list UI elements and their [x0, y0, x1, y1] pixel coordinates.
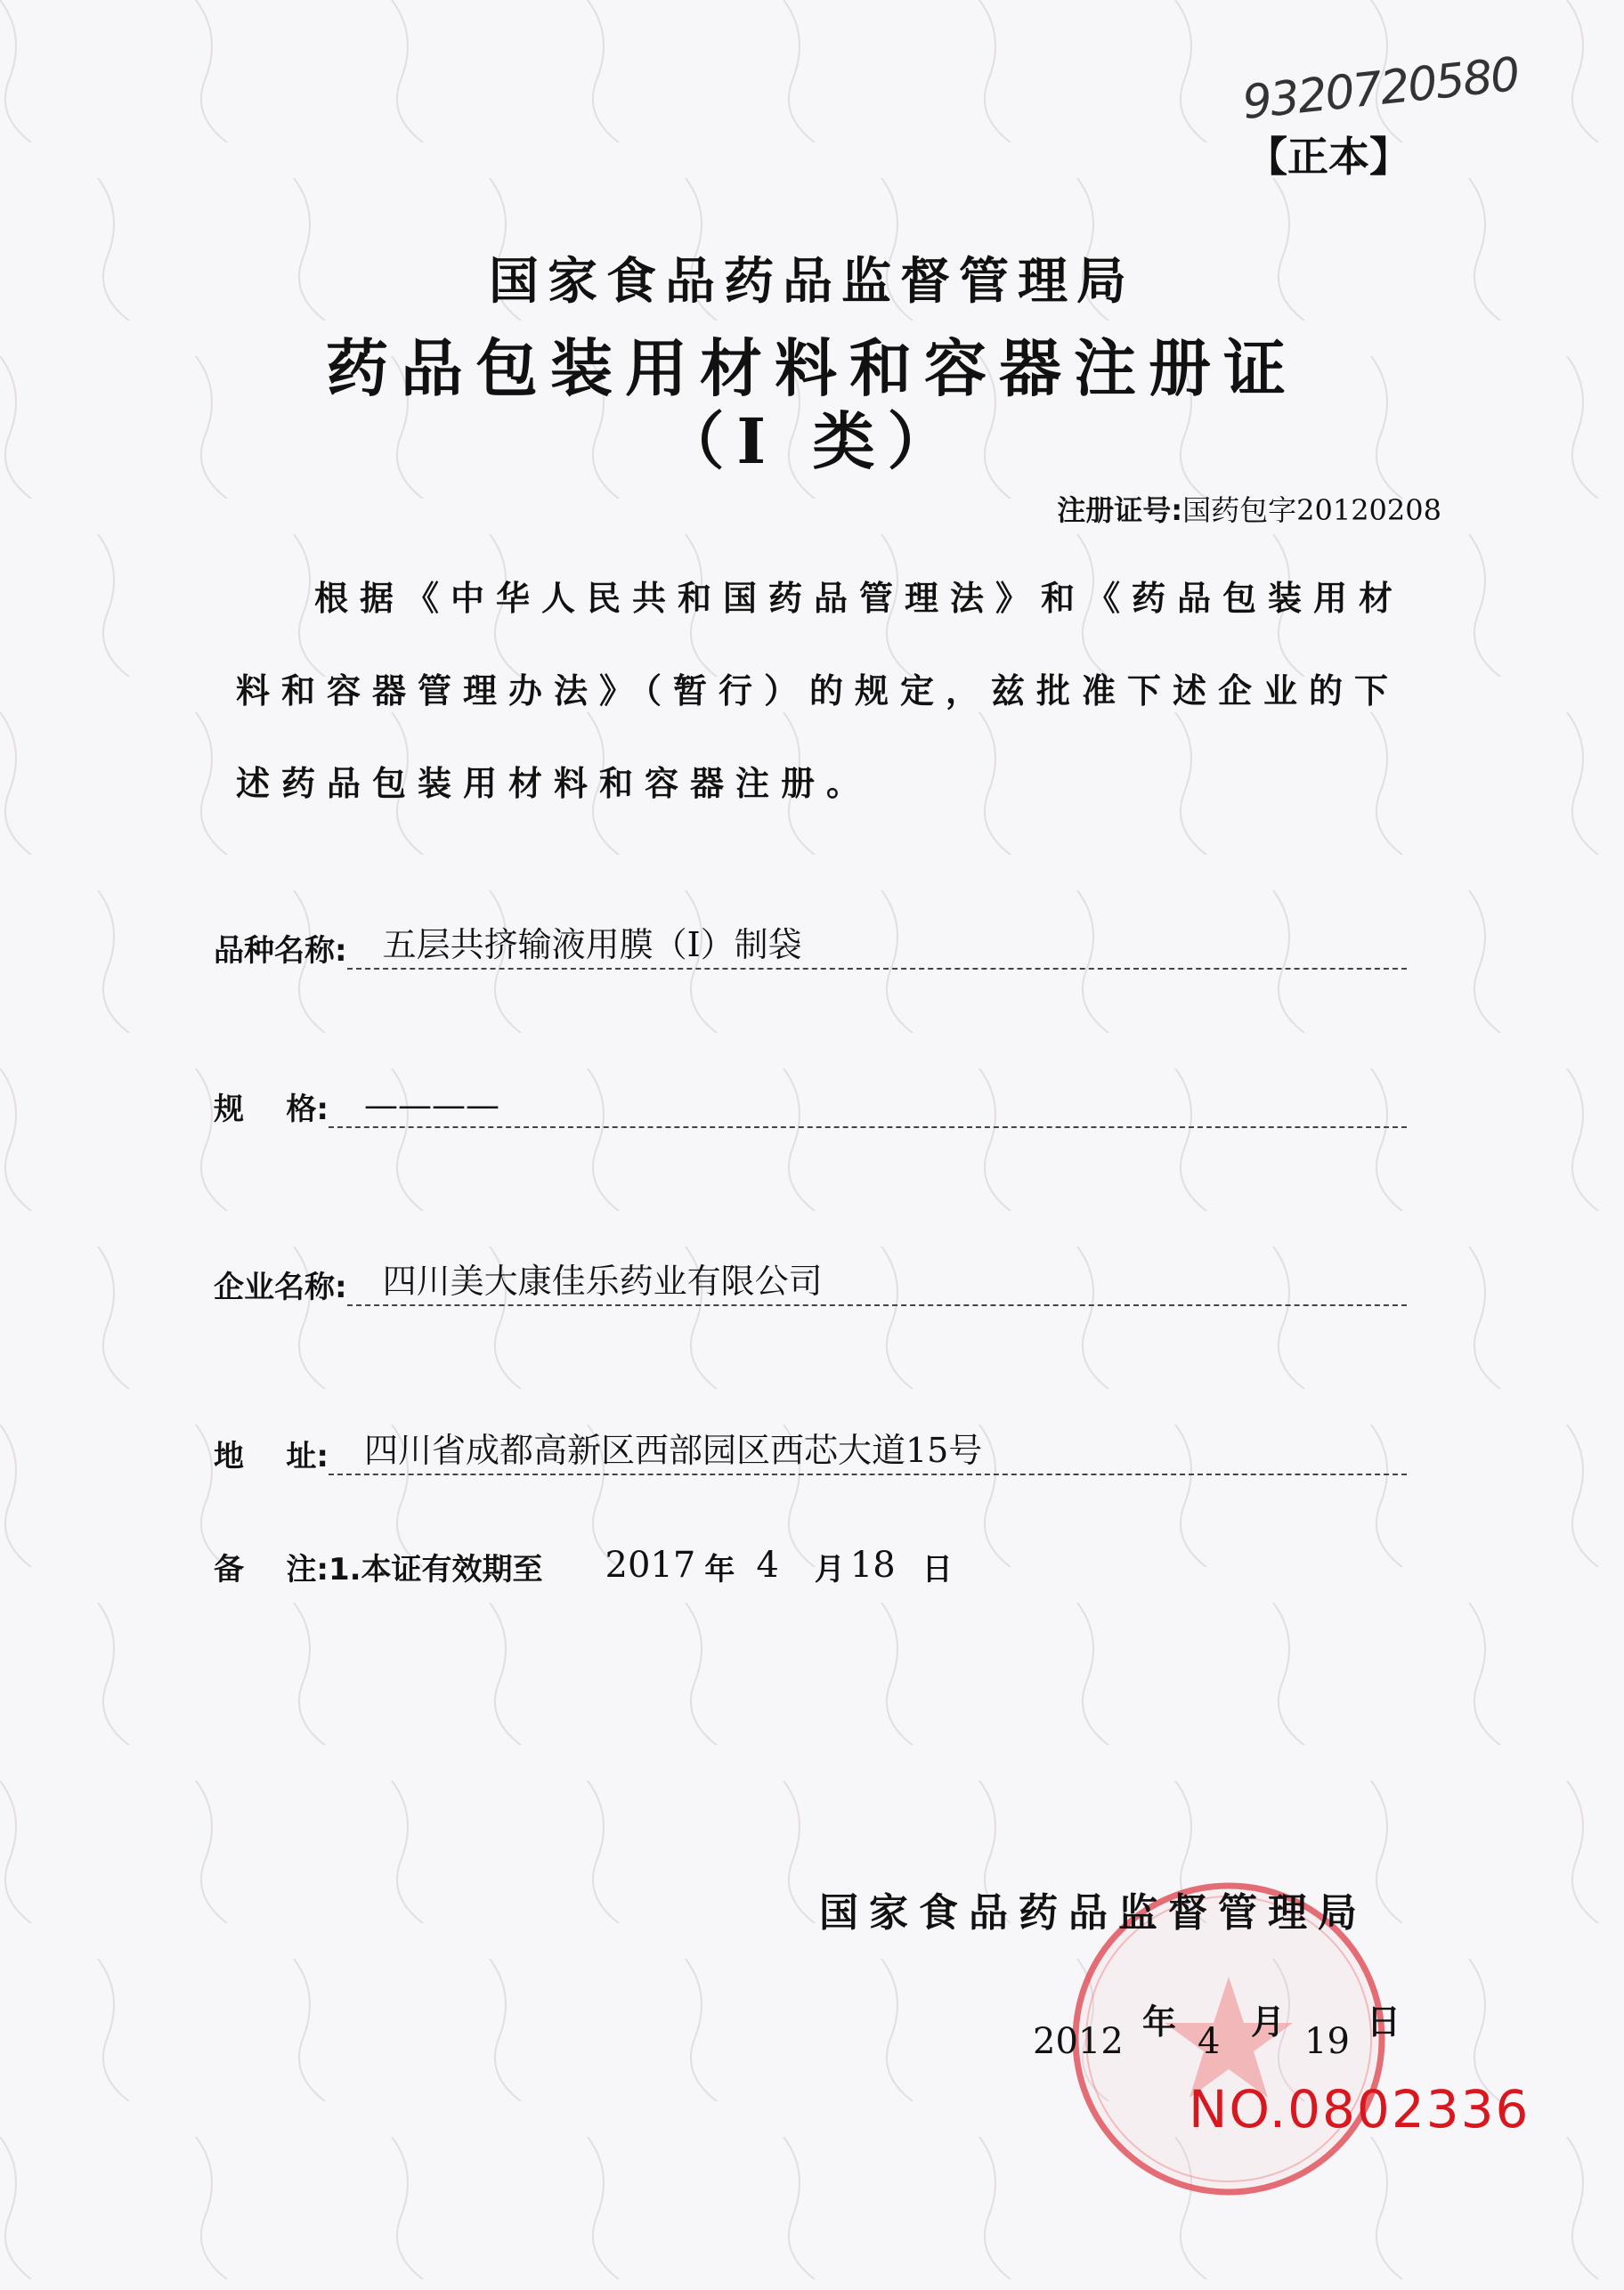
- pattern-stroke: [784, 2137, 815, 2279]
- certificate-category: （I 类）: [662, 404, 962, 478]
- pattern-stroke: [1469, 1603, 1500, 1745]
- issue-month: 4: [1198, 2021, 1221, 2062]
- pattern-stroke: [196, 2137, 227, 2279]
- pattern-stroke: [1567, 1781, 1598, 1923]
- signing-agency: 国家食品药品监督管理局: [819, 1890, 1368, 1936]
- field-product-name: [214, 917, 1407, 970]
- issue-year: 2012: [1033, 2021, 1124, 2062]
- pattern-stroke: [1567, 2137, 1598, 2279]
- registration-number: [1057, 488, 1441, 529]
- pattern-stroke: [0, 1068, 31, 1211]
- pattern-stroke: [784, 0, 815, 142]
- field-label: 地 址:: [214, 1439, 329, 1474]
- preamble-paragraph: 根据《中华人民共和国药品管理法》和《药品包装用材料和容器管理办法》（暂行）的规定，兹批准下述企业的下述药品包装用材料和容器注册。: [236, 579, 1405, 803]
- pattern-stroke: [979, 2137, 1011, 2279]
- certificate-title: 药品包装用材料和容器注册证: [326, 332, 1298, 405]
- pattern-stroke: [196, 0, 227, 142]
- pattern-stroke: [0, 1425, 31, 1567]
- expiry-month-label: 月: [814, 1552, 845, 1588]
- issue-month-label: 月: [1251, 2002, 1286, 2042]
- field-label: 规 格:: [214, 1092, 329, 1127]
- pattern-stroke: [98, 534, 129, 677]
- field-label: 品种名称:: [214, 933, 347, 969]
- expiry-day-label: 日: [922, 1552, 953, 1588]
- pattern-stroke: [392, 1781, 423, 1923]
- expiry-month: 4: [756, 1545, 779, 1586]
- pattern-stroke: [979, 0, 1011, 142]
- pattern-stroke: [1567, 1425, 1598, 1567]
- remarks: [214, 1545, 953, 1588]
- field-value: 五层共挤输液用膜（I）制袋: [347, 917, 1407, 970]
- field-label: 企业名称:: [214, 1270, 347, 1305]
- pattern-stroke: [588, 0, 619, 142]
- field-address: [214, 1423, 1407, 1475]
- pattern-stroke: [1567, 712, 1598, 855]
- issuer-heading: 国家食品药品监督管理局: [489, 253, 1135, 311]
- pattern-stroke: [588, 1781, 619, 1923]
- pattern-stroke: [686, 1959, 717, 2101]
- pattern-stroke: [1567, 1068, 1598, 1211]
- field-company-name: [214, 1254, 1407, 1306]
- registration-label: 注册证号:: [1057, 493, 1183, 527]
- original-copy-mark: 【正本】: [1246, 133, 1410, 181]
- serial-number: NO.0802336: [1189, 2079, 1531, 2140]
- pattern-stroke: [1077, 1603, 1108, 1745]
- field-specification: [214, 1084, 1407, 1128]
- pattern-stroke: [0, 0, 31, 142]
- pattern-stroke: [98, 1247, 129, 1389]
- field-value: ————: [329, 1085, 1407, 1128]
- pattern-stroke: [1273, 1603, 1304, 1745]
- pattern-stroke: [98, 890, 129, 1033]
- pattern-stroke: [196, 712, 227, 855]
- pattern-stroke: [1175, 0, 1206, 142]
- pattern-stroke: [1469, 890, 1500, 1033]
- pattern-stroke: [0, 712, 31, 855]
- pattern-stroke: [294, 1603, 325, 1745]
- pattern-stroke: [98, 1959, 129, 2101]
- pattern-stroke: [490, 1959, 521, 2101]
- pattern-stroke: [881, 1603, 913, 1745]
- pattern-stroke: [1567, 0, 1598, 142]
- field-value: 四川美大康佳乐药业有限公司: [347, 1254, 1407, 1306]
- pattern-stroke: [1469, 1247, 1500, 1389]
- remarks-text: 1.本证有效期至: [328, 1552, 543, 1588]
- pattern-stroke: [196, 1781, 227, 1923]
- handwritten-note: 9320720580: [1239, 47, 1522, 131]
- pattern-stroke: [0, 1781, 31, 1923]
- issue-year-label: 年: [1142, 2002, 1177, 2042]
- expiry-day: 18: [849, 1545, 896, 1586]
- issue-day-label: 日: [1367, 2002, 1401, 2042]
- pattern-stroke: [294, 1959, 325, 2101]
- pattern-stroke: [490, 1603, 521, 1745]
- pattern-stroke: [686, 1603, 717, 1745]
- expiry-year: 2017: [605, 1545, 696, 1586]
- pattern-stroke: [0, 2137, 31, 2279]
- issue-day: 19: [1304, 2021, 1350, 2062]
- pattern-stroke: [588, 2137, 619, 2279]
- field-value: 四川省成都高新区西部园区西芯大道15号: [329, 1423, 1407, 1475]
- pattern-stroke: [1469, 534, 1500, 677]
- pattern-stroke: [392, 2137, 423, 2279]
- pattern-stroke: [881, 1959, 913, 2101]
- remarks-label: 备 注:: [214, 1552, 329, 1588]
- pattern-stroke: [392, 0, 423, 142]
- pattern-stroke: [784, 1781, 815, 1923]
- pattern-stroke: [98, 1603, 129, 1745]
- registration-value: 国药包字20120208: [1182, 493, 1441, 527]
- expiry-year-label: 年: [704, 1552, 735, 1588]
